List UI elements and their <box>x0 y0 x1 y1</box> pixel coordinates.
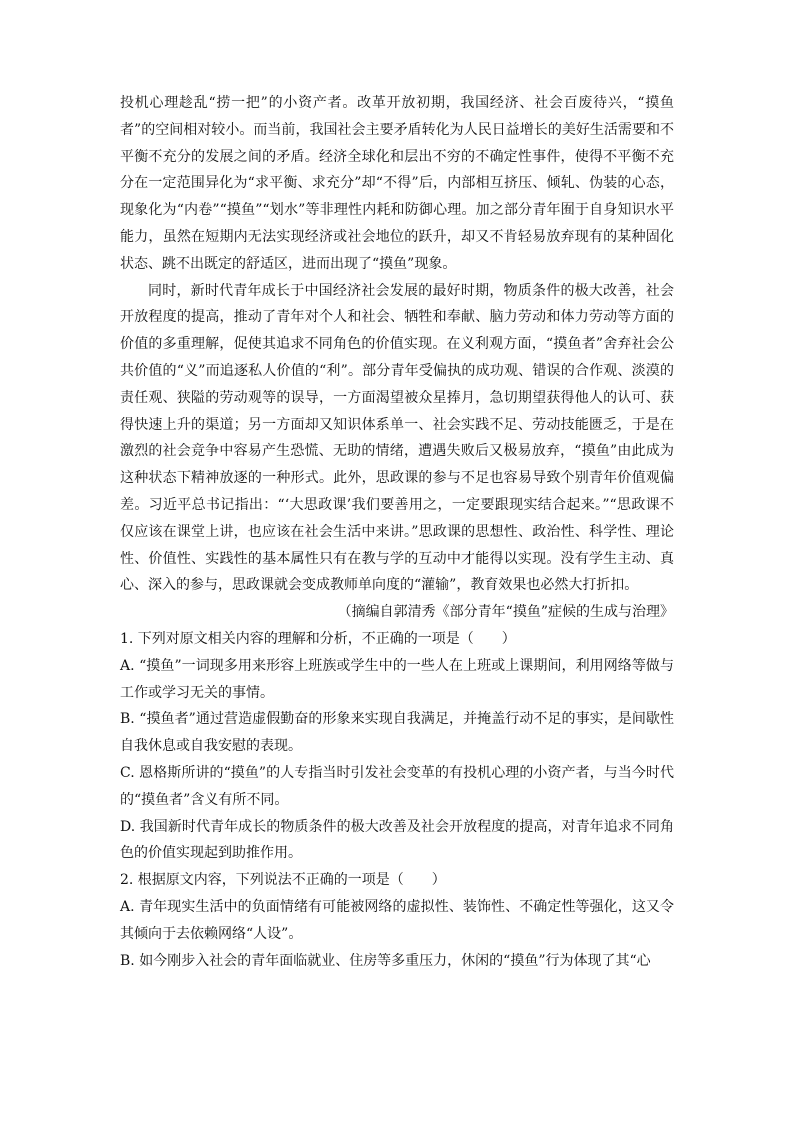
document-page <box>120 90 674 974</box>
question-1-option-a: A. “摸鱼”一词现多用来形容上班族或学生中的一些人在上班或上课期间，利用网络等做与工作或学习无关的事情。 <box>120 657 674 701</box>
question-2-option-b: B. 如今刚步入社会的青年面临就业、住房等多重压力，休闲的“摸鱼”行为体现了其“心 <box>120 952 651 969</box>
question-1-stem: 1. 下列对原文相关内容的理解和分析，不正确的一项是（ ） <box>120 630 516 647</box>
question-1-option-c: C. 恩格斯所讲的“摸鱼”的人专指当时引发社会变革的有投机心理的小资产者，与当今时代的“摸鱼者”含义有所不同。 <box>120 764 674 808</box>
passage-source: （摘编自郭清秀《部分青年“摸鱼”症候的生成与治理》 <box>337 604 674 621</box>
passage-paragraph-1: 投机心理趁乱“捞一把”的小资产者。改革开放初期，我国经济、社会百废待兴，“摸鱼者”的空间相对较小。而当前，我国社会主要矛盾转化为人民日益增长的美好生活需要和不平衡不充分的发展之间的矛盾。经济全球化和层出不穷的不确定性事件，使得不平衡不充分在一定范围异化为“求平衡、求充分”却“不得”后，内部相互挤压、倾轧、伪装的心态，现象化为“内卷”“摸鱼”“划水”等非理性内耗和防御心理。加之部分青年囿于自身知识水平能力，虽然在短期内无法实现经济或社会地位的跃升，却又不肯轻易放弃现有的某种固化状态、跳不出既定的舒适区，进而出现了“摸鱼”现象。 <box>120 95 674 272</box>
question-2-stem: 2. 根据原文内容，下列说法不正确的一项是（ ） <box>120 872 446 889</box>
passage-paragraph-2: 同时，新时代青年成长于中国经济社会发展的最好时期，物质条件的极大改善，社会开放程度的提高，推动了青年对个人和社会、牺牲和奉献、脑力劳动和体力劳动等方面的价值的多重理解，促使其追求不同角色的价值实现。在义利观方面，“摸鱼者”舍弃社会公共价值的“义”而追逐私人价值的“利”。部分青年受偏执的成功观、错误的合作观、淡漠的责任观、狭隘的劳动观等的误导，一方面渴望被众星捧月，急切期望获得他人的认可、获得快速上升的渠道；另一方面却又知识体系单一、社会实践不足、劳动技能匮乏，于是在激烈的社会竞争中容易产生恐慌、无助的情绪，遭遇失败后又极易放弃，“摸鱼”由此成为这种状态下精神放逐的一种形式。此外，思政课的参与不足也容易导致个别青年价值观偏差。习近平总书记指出：“‘大思政课’我们要善用之，一定要跟现实结合起来。”“思政课不仅应该在课堂上讲，也应该在社会生活中来讲。”思政课的思想性、政治性、科学性、理论性、价值性、实践性的基本属性只有在教与学的互动中才能得以实现。没有学生主动、真心、深入的参与，思政课就会变成教师单向度的“灌输”，教育效果也必然大打折扣。 <box>120 282 674 594</box>
question-2-option-a: A. 青年现实生活中的负面情绪有可能被网络的虚拟性、装饰性、不确定性等强化，这又令其倾向于去依赖网络“人设”。 <box>120 898 674 942</box>
question-1-option-b: B. “摸鱼者”通过营造虚假勤奋的形象来实现自我满足，并掩盖行动不足的事实，是间歇性自我休息或自我安慰的表现。 <box>120 711 674 755</box>
question-1-option-d: D. 我国新时代青年成长的物质条件的极大改善及社会开放程度的提高，对青年追求不同角色的价值实现起到助推作用。 <box>120 818 674 862</box>
